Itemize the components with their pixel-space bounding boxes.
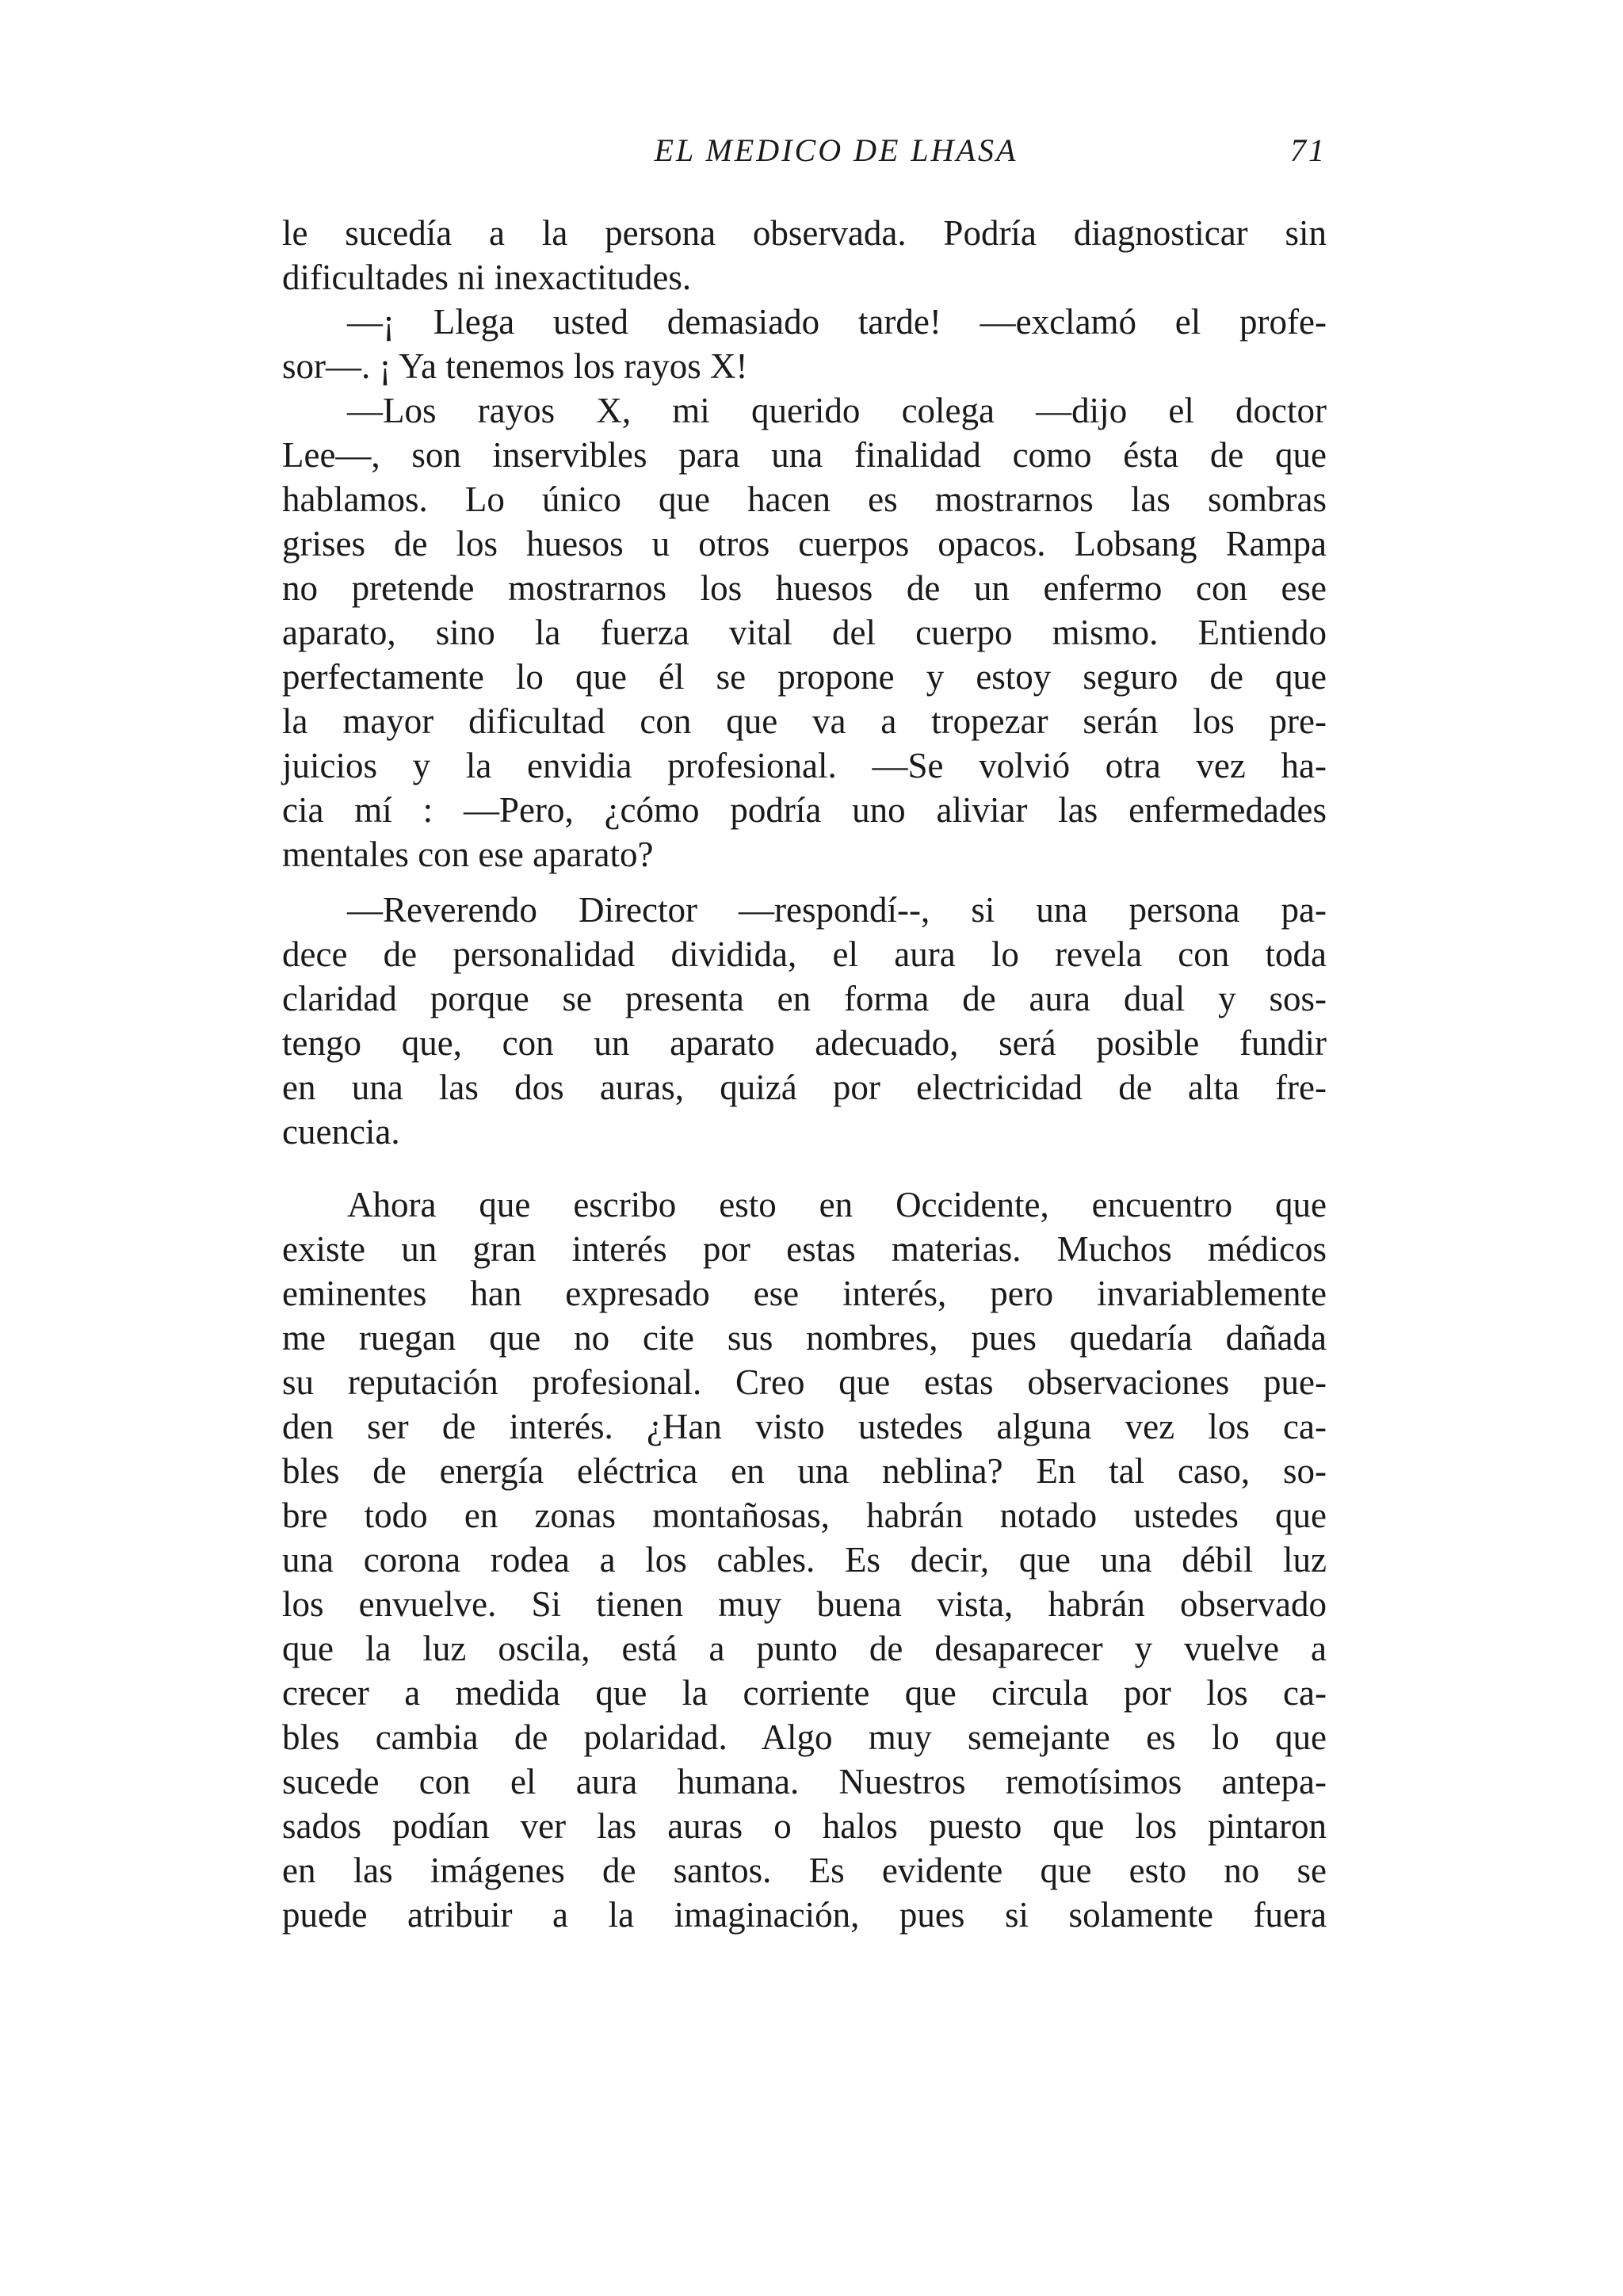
text-line: cuencia.: [282, 1112, 400, 1152]
text-line: dece de personalidad dividida, el aura lo revela con toda: [282, 934, 1327, 974]
text-line: juicios y la envidia profesional. —Se volvió otra vez ha-: [282, 746, 1327, 785]
text-line: bles cambia de polaridad. Algo muy semejante es lo que: [282, 1717, 1327, 1757]
text-line: tengo que, con un aparato adecuado, será posible fundir: [282, 1023, 1327, 1063]
text-line: no pretende mostrarnos los huesos de un enfermo con ese: [282, 568, 1327, 608]
text-line: le sucedía a la persona observada. Podría diagnosticar sin: [282, 213, 1327, 253]
paragraph-gap: [282, 1154, 1327, 1182]
paragraph: [282, 211, 1327, 300]
paragraph-gap: [282, 877, 1327, 888]
paragraph: [282, 1182, 1327, 1937]
text-line: su reputación profesional. Creo que estas observaciones pue-: [282, 1362, 1327, 1402]
text-line: me ruegan que no cite sus nombres, pues quedaría dañada: [282, 1318, 1327, 1358]
text-line: —Los rayos X, mi querido colega —dijo el doctor: [347, 391, 1327, 430]
paragraph: [282, 300, 1327, 388]
text-line: una corona rodea a los cables. Es decir, que una débil luz: [282, 1540, 1327, 1580]
text-line: bles de energía eléctrica en una neblina? En tal caso, so-: [282, 1451, 1327, 1491]
text-line: claridad porque se presenta en forma de aura dual y sos-: [282, 979, 1327, 1018]
text-line: aparato, sino la fuerza vital del cuerpo mismo. Entiendo: [282, 613, 1327, 652]
text-line: crecer a medida que la corriente que circula por los ca-: [282, 1673, 1327, 1713]
text-line: —Reverendo Director —respondí--, si una persona pa-: [347, 890, 1327, 930]
running-title: EL MEDICO DE LHASA: [654, 132, 1018, 168]
text-line: Ahora que escribo esto en Occidente, encuentro que: [347, 1185, 1327, 1224]
page-number: 71: [1290, 132, 1327, 168]
text-line: puede atribuir a la imaginación, pues si solamente fuera: [282, 1895, 1327, 1935]
paragraph: [282, 888, 1327, 1154]
text-line: sucede con el aura humana. Nuestros remotísimos antepa-: [282, 1762, 1327, 1801]
text-line: eminentes han expresado ese interés, pero invariablemente: [282, 1274, 1327, 1313]
text-line: cia mí : —Pero, ¿cómo podría uno aliviar las enfermedades: [282, 790, 1327, 830]
text-line: mentales con ese aparato?: [282, 835, 654, 874]
text-line: dificultades ni inexactitudes.: [282, 258, 692, 297]
text-line: la mayor dificultad con que va a tropezar serán los pre-: [282, 701, 1327, 741]
text-line: existe un gran interés por estas materias. Muchos médicos: [282, 1229, 1327, 1269]
body-text: [282, 211, 1327, 1937]
text-line: grises de los huesos u otros cuerpos opacos. Lobsang Rampa: [282, 524, 1327, 563]
text-line: bre todo en zonas montañosas, habrán notado ustedes que: [282, 1496, 1327, 1535]
text-line: sados podían ver las auras o halos puesto que los pintaron: [282, 1806, 1327, 1846]
paragraph: [282, 388, 1327, 877]
text-line: sor—. ¡ Ya tenemos los rayos X!: [282, 346, 748, 386]
text-line: Lee—, son inservibles para una finalidad como ésta de que: [282, 435, 1327, 475]
text-line: —¡ Llega usted demasiado tarde! —exclamó el profe-: [347, 302, 1327, 342]
text-line: en una las dos auras, quizá por electricidad de alta fre-: [282, 1068, 1327, 1107]
text-line: perfectamente lo que él se propone y estoy seguro de que: [282, 657, 1327, 697]
text-line: hablamos. Lo único que hacen es mostrarnos las sombras: [282, 479, 1327, 519]
text-line: los envuelve. Si tienen muy buena vista, habrán observado: [282, 1584, 1327, 1624]
text-line: que la luz oscila, está a punto de desaparecer y vuelve a: [282, 1629, 1327, 1668]
running-header: [282, 128, 1327, 173]
text-line: en las imágenes de santos. Es evidente que esto no se: [282, 1851, 1327, 1890]
text-line: den ser de interés. ¿Han visto ustedes alguna vez los ca-: [282, 1407, 1327, 1446]
